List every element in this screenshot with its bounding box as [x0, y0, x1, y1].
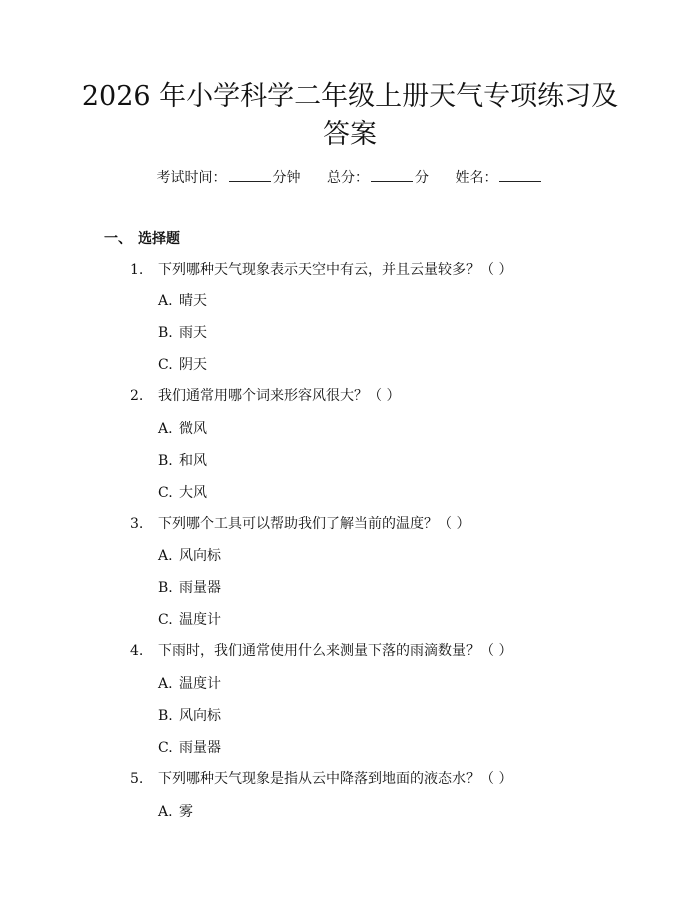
option-text: 雨天: [179, 325, 207, 341]
section-number: 一、: [104, 231, 132, 247]
question-number: 2.: [130, 388, 144, 404]
question-1: [130, 260, 512, 280]
option-letter: C.: [158, 612, 173, 628]
question-1-option-c: [158, 355, 207, 375]
question-4-option-a: [158, 674, 221, 694]
question-5: [130, 769, 512, 789]
question-number: 5.: [130, 771, 144, 787]
question-number: 4.: [130, 643, 144, 659]
student-name-label: 姓名：: [455, 170, 498, 186]
option-letter: B.: [158, 325, 173, 341]
option-letter: C.: [158, 357, 173, 373]
option-letter: C.: [158, 740, 173, 756]
exam-time-field: [157, 168, 301, 188]
option-text: 雨量器: [179, 580, 221, 596]
option-text: 风向标: [179, 548, 221, 564]
question-2: [130, 386, 400, 406]
option-text: 风向标: [179, 708, 221, 724]
question-text: 我们通常用哪个词来形容风很大？（ ）: [158, 388, 401, 404]
title-line-1: 2026 年小学科学二年级上册天气专项练习及: [81, 81, 619, 112]
student-name-field: [455, 168, 543, 188]
exam-meta-line: [0, 168, 700, 188]
option-text: 雾: [179, 804, 193, 820]
exam-time-blank: [229, 169, 271, 182]
section-title: 选择题: [138, 231, 180, 247]
question-3-option-a: [158, 546, 221, 566]
option-text: 温度计: [179, 676, 221, 692]
question-1-option-b: [158, 323, 207, 343]
question-3-option-c: [158, 610, 221, 630]
exam-time-label: 考试时间：: [156, 170, 227, 186]
option-text: 和风: [179, 453, 207, 469]
option-letter: A.: [158, 548, 173, 564]
question-text: 下列哪种天气现象是指从云中降落到地面的液态水？（ ）: [158, 771, 513, 787]
option-text: 微风: [179, 421, 207, 437]
question-4-option-b: [158, 706, 221, 726]
question-2-option-b: [158, 451, 207, 471]
question-1-option-a: [158, 291, 207, 311]
student-name-blank: [499, 169, 541, 182]
question-text: 下列哪种天气现象表示天空中有云，并且云量较多？（ ）: [158, 262, 513, 278]
question-number: 1.: [130, 262, 144, 278]
question-5-option-a: [158, 802, 193, 822]
option-text: 大风: [179, 485, 207, 501]
document-title: [80, 78, 620, 154]
total-score-blank: [371, 169, 413, 182]
question-2-option-a: [158, 419, 207, 439]
question-3-option-b: [158, 578, 221, 598]
option-letter: C.: [158, 485, 173, 501]
question-4: [130, 641, 512, 661]
question-text: 下雨时，我们通常使用什么来测量下落的雨滴数量？（ ）: [158, 643, 513, 659]
option-text: 雨量器: [179, 740, 221, 756]
option-letter: A.: [158, 421, 173, 437]
option-text: 晴天: [179, 293, 207, 309]
option-letter: A.: [158, 293, 173, 309]
option-letter: A.: [158, 676, 173, 692]
title-line-2: 答案: [323, 119, 377, 150]
option-letter: B.: [158, 580, 173, 596]
total-score-field: [327, 168, 429, 188]
exam-time-unit: 分钟: [272, 170, 301, 186]
question-text: 下列哪个工具可以帮助我们了解当前的温度？（ ）: [158, 516, 471, 532]
option-text: 温度计: [179, 612, 221, 628]
section-heading: [104, 229, 180, 249]
option-letter: A.: [158, 804, 173, 820]
question-3: [130, 514, 470, 534]
total-score-unit: 分: [415, 170, 429, 186]
option-letter: B.: [158, 708, 173, 724]
question-4-option-c: [158, 738, 221, 758]
option-letter: B.: [158, 453, 173, 469]
question-number: 3.: [130, 516, 144, 532]
option-text: 阴天: [179, 357, 207, 373]
total-score-label: 总分：: [327, 170, 369, 186]
question-2-option-c: [158, 483, 207, 503]
